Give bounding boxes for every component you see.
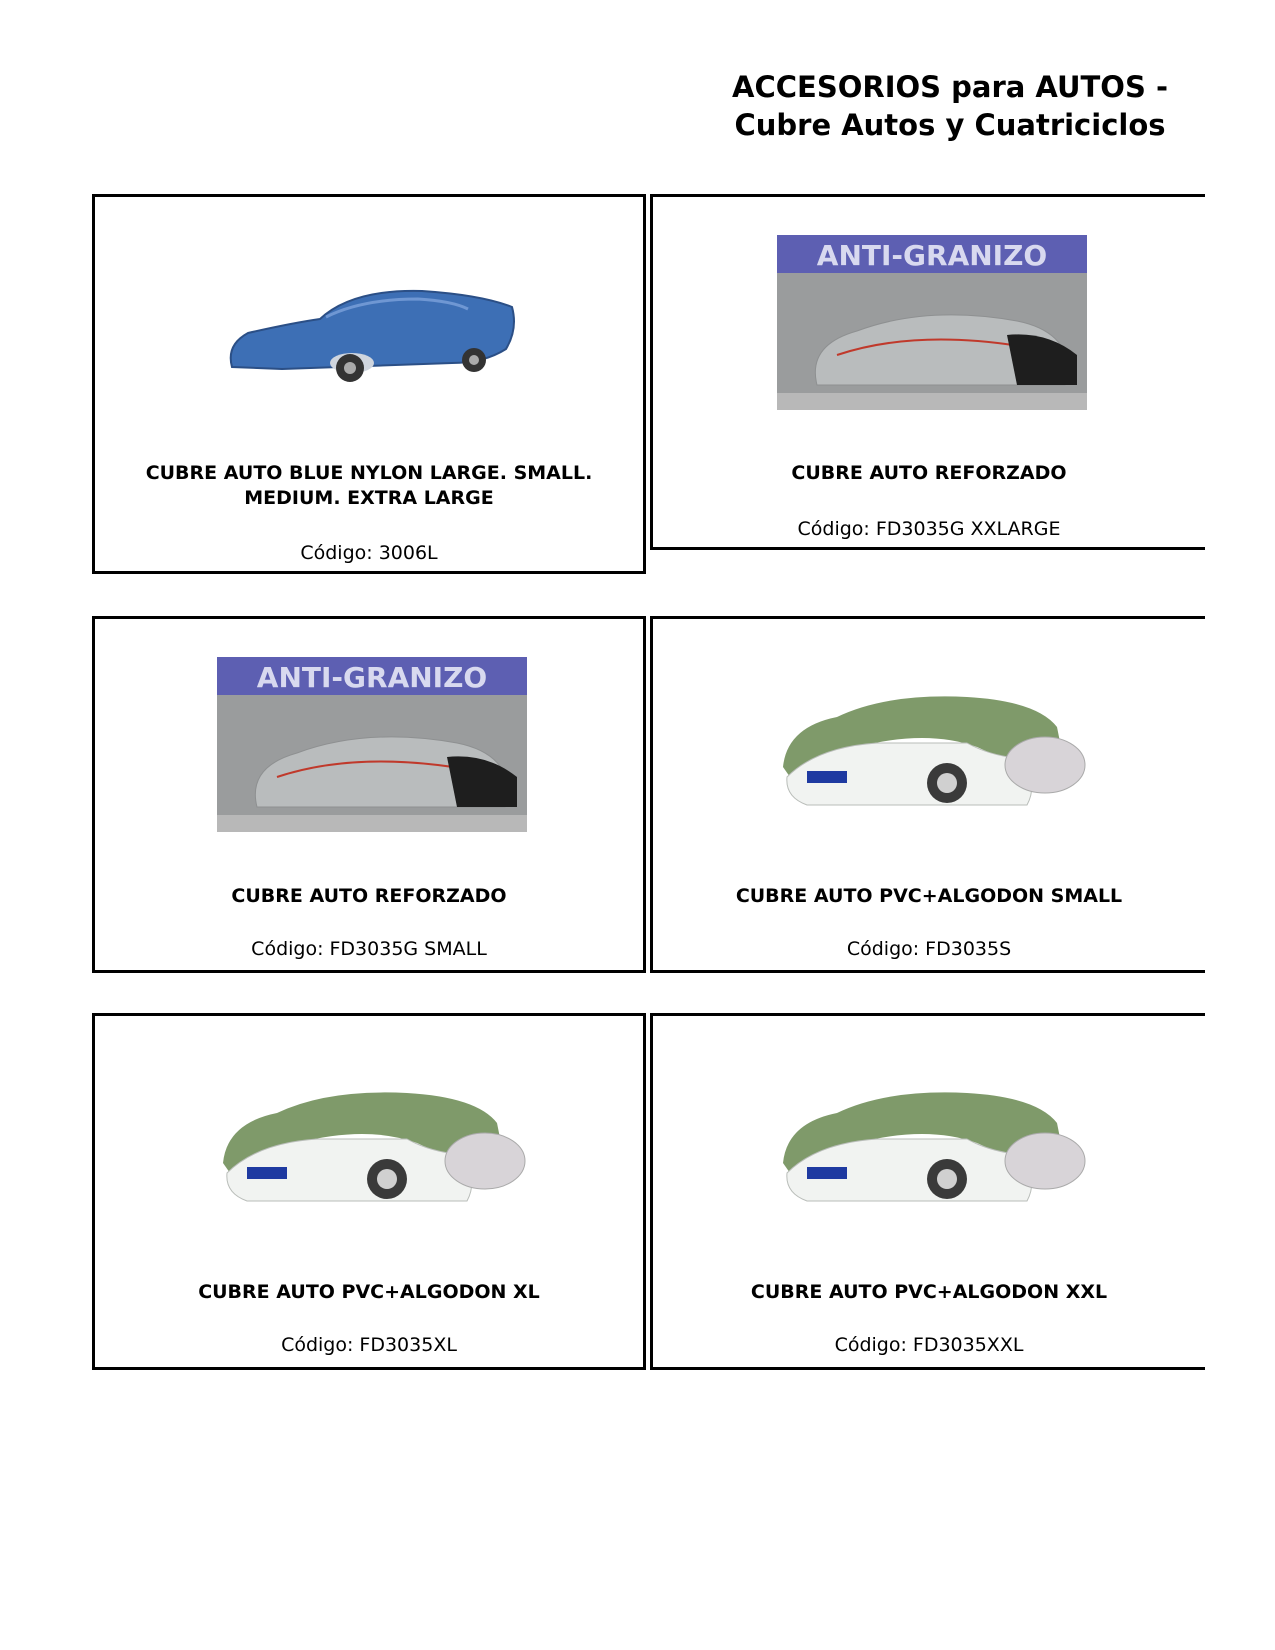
code-value: FD3035G XXLARGE bbox=[875, 518, 1061, 540]
code-value: FD3035G SMALL bbox=[329, 938, 487, 960]
page-title-line2: Cubre Autos y Cuatriciclos bbox=[734, 108, 1166, 142]
product-name: CUBRE AUTO PVC+ALGODON XL bbox=[198, 1281, 540, 1303]
code-value: FD3035XXL bbox=[912, 1334, 1024, 1356]
code-label: Código: bbox=[251, 938, 324, 960]
code-label: Código: bbox=[281, 1334, 354, 1356]
page-title-line1: ACCESORIOS para AUTOS - bbox=[732, 70, 1168, 104]
blue-car-cover-photo bbox=[222, 275, 522, 385]
anti-granizo-cover-photo bbox=[777, 235, 1087, 410]
green-cover-car-photo bbox=[217, 1083, 527, 1208]
anti-granizo-cover-photo bbox=[217, 657, 527, 832]
product-code bbox=[103, 541, 635, 566]
product-code bbox=[103, 1333, 635, 1358]
green-cover-car-photo bbox=[777, 687, 1087, 812]
product-name: CUBRE AUTO REFORZADO bbox=[231, 885, 507, 907]
code-value: FD3035XL bbox=[359, 1334, 457, 1356]
product-card bbox=[650, 1013, 1205, 1370]
product-code bbox=[661, 1333, 1197, 1358]
code-value: FD3035S bbox=[925, 938, 1012, 960]
product-code bbox=[661, 517, 1197, 542]
product-card bbox=[650, 194, 1205, 550]
code-label: Código: bbox=[834, 1334, 907, 1356]
product-card bbox=[92, 616, 646, 973]
product-name: CUBRE AUTO PVC+ALGODON SMALL bbox=[735, 885, 1123, 907]
green-cover-car-photo bbox=[777, 1083, 1087, 1208]
product-card bbox=[650, 616, 1205, 973]
code-label: Código: bbox=[846, 938, 920, 960]
code-label: Código: bbox=[300, 542, 373, 564]
product-name: CUBRE AUTO REFORZADO bbox=[791, 462, 1067, 484]
product-card bbox=[92, 194, 646, 574]
product-name: CUBRE AUTO BLUE NYLON LARGE. SMALL. MEDIUM. EXTRA LARGE bbox=[145, 462, 593, 509]
code-label: Código: bbox=[797, 518, 870, 540]
product-card bbox=[92, 1013, 646, 1370]
banner-text: ANTI-GRANIZO bbox=[816, 239, 1048, 272]
product-name: CUBRE AUTO PVC+ALGODON XXL bbox=[750, 1281, 1108, 1303]
product-code bbox=[661, 937, 1197, 962]
product-code bbox=[103, 937, 635, 962]
code-value: 3006L bbox=[378, 542, 438, 564]
page-title bbox=[700, 68, 1200, 144]
banner-text: ANTI-GRANIZO bbox=[256, 661, 488, 694]
